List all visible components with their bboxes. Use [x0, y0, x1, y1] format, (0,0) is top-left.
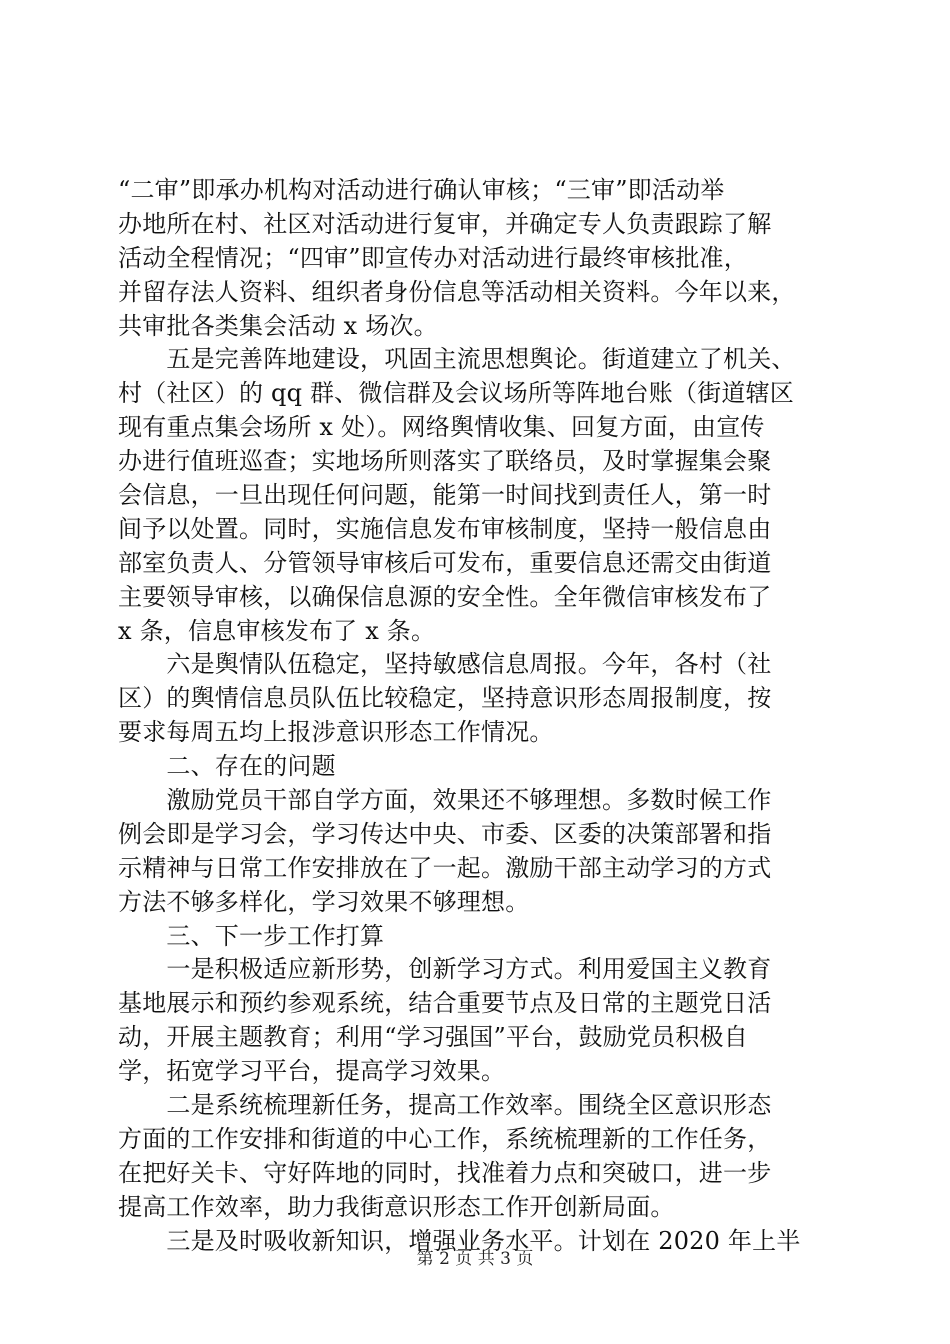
text-line: 动，开展主题教育；利用“学习强国”平台，鼓励党员积极自: [118, 1023, 748, 1052]
text-line: 激励党员干部自学方面，效果还不够理想。多数时候工作: [118, 786, 772, 815]
text-line: x 条，信息审核发布了 x 条。: [118, 616, 436, 645]
page-footer: 第 2 页 共 3 页: [416, 1249, 534, 1269]
text-line: 一是积极适应新形势，创新学习方式。利用爱国主义教育: [118, 955, 772, 984]
text-line: 办进行值班巡查；实地场所则落实了联络员，及时掌握集会聚: [118, 447, 772, 476]
text-line: 提高工作效率，助力我街意识形态工作开创新局面。: [118, 1192, 675, 1221]
text-line: 三、下一步工作打算: [118, 921, 385, 950]
text-line: 例会即是学习会，学习传达中央、市委、区委的决策部署和指: [118, 819, 772, 848]
text-line: 间予以处置。同时，实施信息发布审核制度，坚持一般信息由: [118, 514, 772, 543]
text-line: 办地所在村、社区对活动进行复审，并确定专人负责跟踪了解: [118, 209, 772, 238]
text-line: 主要领导审核，以确保信息源的安全性。全年微信审核发布了: [118, 582, 772, 611]
text-line: 二、存在的问题: [118, 752, 336, 781]
text-line: 六是舆情队伍稳定，坚持敏感信息周报。今年，各村（社: [118, 650, 772, 679]
text-line: 要求每周五均上报涉意识形态工作情况。: [118, 718, 554, 747]
text-line: 三是及时吸收新知识，增强业务水平。计划在 2020 年上半: [118, 1226, 801, 1255]
text-line: 部室负责人、分管领导审核后可发布，重要信息还需交由街道: [118, 548, 772, 577]
text-line: 基地展示和预约参观系统，结合重要节点及日常的主题党日活: [118, 989, 772, 1018]
text-line: 在把好关卡、守好阵地的同时，找准着力点和突破口，进一步: [118, 1158, 772, 1187]
text-line: 共审批各类集会活动 x 场次。: [118, 311, 438, 340]
text-line: 村（社区）的 qq 群、微信群及会议场所等阵地台账（街道辖区: [118, 379, 794, 408]
text-line: 并留存法人资料、组织者身份信息等活动相关资料。今年以来，: [118, 277, 796, 306]
text-line: 五是完善阵地建设，巩固主流思想舆论。街道建立了机关、: [118, 345, 796, 374]
text-line: 活动全程情况；“四审”即宣传办对活动进行最终审核批准，: [118, 243, 748, 272]
text-line: 二是系统梳理新任务，提高工作效率。围绕全区意识形态: [118, 1091, 772, 1120]
text-line: 会信息，一旦出现任何问题，能第一时间找到责任人，第一时: [118, 481, 772, 510]
text-line: 区）的舆情信息员队伍比较稳定，坚持意识形态周报制度，按: [118, 684, 772, 713]
text-line: “二审”即承办机构对活动进行确认审核；“三审”即活动举: [118, 176, 725, 204]
text-line: 示精神与日常工作安排放在了一起。激励干部主动学习的方式: [118, 853, 772, 882]
text-line: 方法不够多样化，学习效果不够理想。: [118, 887, 530, 916]
body-text: [118, 174, 858, 1259]
text-line: 方面的工作安排和街道的中心工作，系统梳理新的工作任务，: [118, 1124, 772, 1153]
text-line: 现有重点集会场所 x 处）。网络舆情收集、回复方面，由宣传: [118, 413, 765, 442]
text-line: 学，拓宽学习平台，提高学习效果。: [118, 1057, 506, 1086]
